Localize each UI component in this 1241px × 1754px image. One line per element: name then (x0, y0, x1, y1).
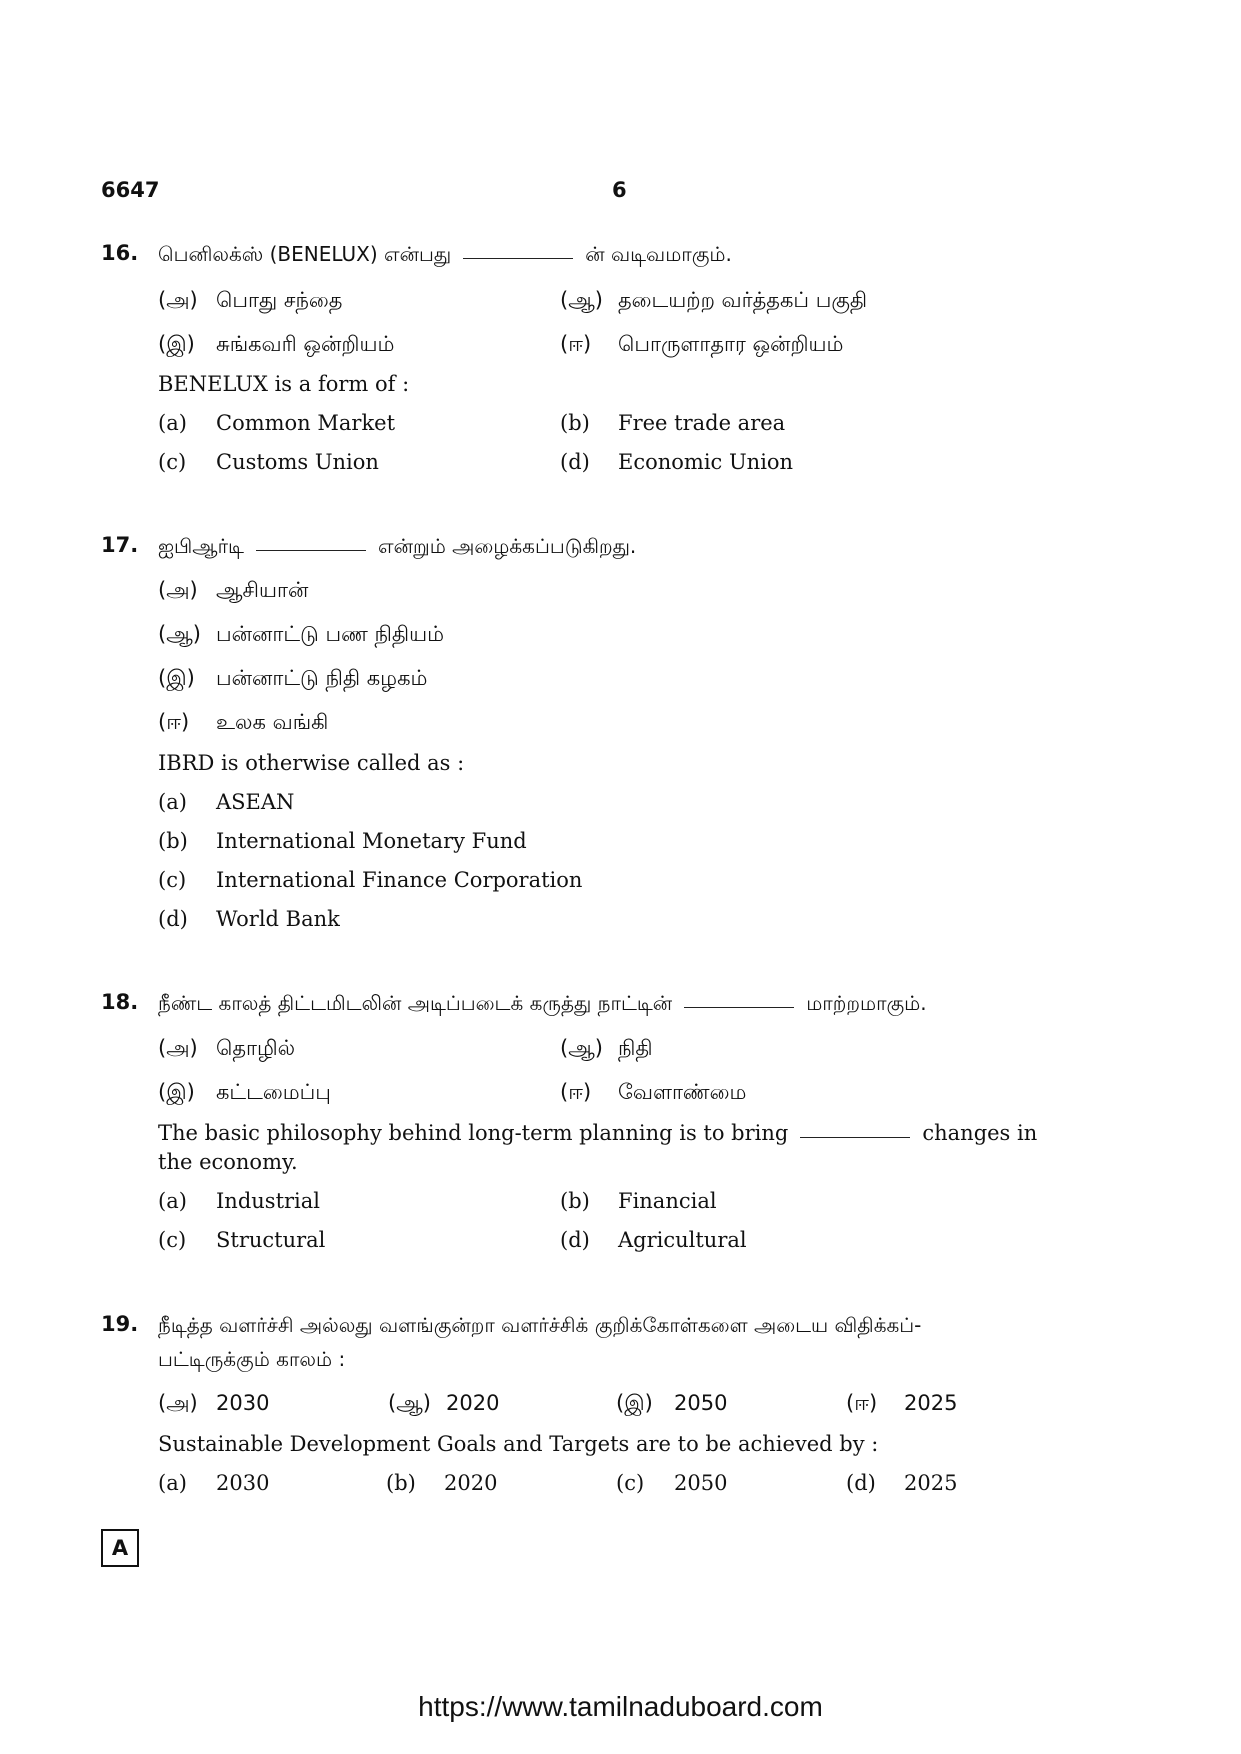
tamil-option-a: (அ) 2030 (158, 1391, 270, 1415)
answer-blank (463, 258, 573, 259)
english-option-d: (d) World Bank (158, 907, 340, 931)
english-option-a: (a) Industrial (158, 1189, 320, 1213)
english-option-d: (d) 2025 (846, 1471, 958, 1495)
tamil-option-b: (ஆ) நிதி (560, 1036, 653, 1060)
english-question: Sustainable Development Goals and Targets are to be achieved by : (158, 1432, 879, 1456)
question-number: 16. (101, 241, 139, 265)
version-box: A (101, 1529, 139, 1567)
english-option-b: (b) 2020 (386, 1471, 498, 1495)
english-option-a: (a) ASEAN (158, 790, 295, 814)
question-number: 18. (101, 990, 139, 1014)
question-number: 17. (101, 533, 139, 557)
tamil-option-c: (இ) சுங்கவரி ஒன்றியம் (158, 332, 395, 356)
tamil-option-b: (ஆ) 2020 (388, 1391, 500, 1415)
answer-blank (800, 1137, 910, 1138)
tamil-option-d: (ஈ) வேளாண்மை (560, 1080, 747, 1104)
english-option-b: (b) International Monetary Fund (158, 829, 527, 853)
tamil-option-d: (ஈ) 2025 (846, 1391, 958, 1415)
tamil-question: நீண்ட காலத் திட்டமிடலின் அடிப்படைக் கருத்து நாட்டின் மாற்றமாகும். (158, 991, 927, 1015)
tamil-question: நீடித்த வளர்ச்சி அல்லது வளங்குன்றா வளர்ச்சிக் குறிக்கோள்களை அடைய விதிக்கப்- (158, 1313, 922, 1337)
tamil-option-d: (ஈ) உலக வங்கி (158, 710, 329, 734)
paper-code: 6647 (101, 178, 160, 202)
tamil-question: பெனிலக்ஸ் (BENELUX) என்பது ன் வடிவமாகும். (158, 242, 732, 266)
tamil-question: ஐபிஆர்டி என்றும் அழைக்கப்படுகிறது. (158, 534, 637, 558)
english-option-c: (c) International Finance Corporation (158, 868, 583, 892)
tamil-question-continued: பட்டிருக்கும் காலம் : (158, 1347, 346, 1371)
tamil-option-b: (ஆ) பன்னாட்டு பண நிதியம் (158, 622, 444, 646)
tamil-option-c: (இ) கட்டமைப்பு (158, 1080, 331, 1104)
answer-blank (684, 1007, 794, 1008)
english-option-b: (b) Free trade area (560, 411, 786, 435)
page-number: 6 (612, 178, 627, 202)
english-question: BENELUX is a form of : (158, 372, 410, 396)
english-option-a: (a) 2030 (158, 1471, 270, 1495)
tamil-option-a: (அ) ஆசியான் (158, 578, 309, 602)
answer-blank (256, 550, 366, 551)
question-number: 19. (101, 1312, 139, 1336)
english-question: The basic philosophy behind long-term planning is to bring changes in (158, 1121, 1038, 1145)
english-option-d: (d) Economic Union (560, 450, 794, 474)
footer-url[interactable]: https://www.tamilnaduboard.com (418, 1691, 823, 1722)
tamil-option-a: (அ) பொது சந்தை (158, 288, 343, 312)
english-question: IBRD is otherwise called as : (158, 751, 465, 775)
tamil-option-c: (இ) பன்னாட்டு நிதி கழகம் (158, 666, 428, 690)
tamil-option-b: (ஆ) தடையற்ற வர்த்தகப் பகுதி (560, 288, 868, 312)
english-option-b: (b) Financial (560, 1189, 717, 1213)
tamil-option-a: (அ) தொழில் (158, 1036, 296, 1060)
english-option-c: (c) 2050 (616, 1471, 728, 1495)
english-question-continued: the economy. (158, 1150, 298, 1174)
english-option-a: (a) Common Market (158, 411, 396, 435)
tamil-option-c: (இ) 2050 (616, 1391, 728, 1415)
english-option-c: (c) Structural (158, 1228, 326, 1252)
english-option-c: (c) Customs Union (158, 450, 379, 474)
english-option-d: (d) Agricultural (560, 1228, 747, 1252)
tamil-option-d: (ஈ) பொருளாதார ஒன்றியம் (560, 332, 844, 356)
